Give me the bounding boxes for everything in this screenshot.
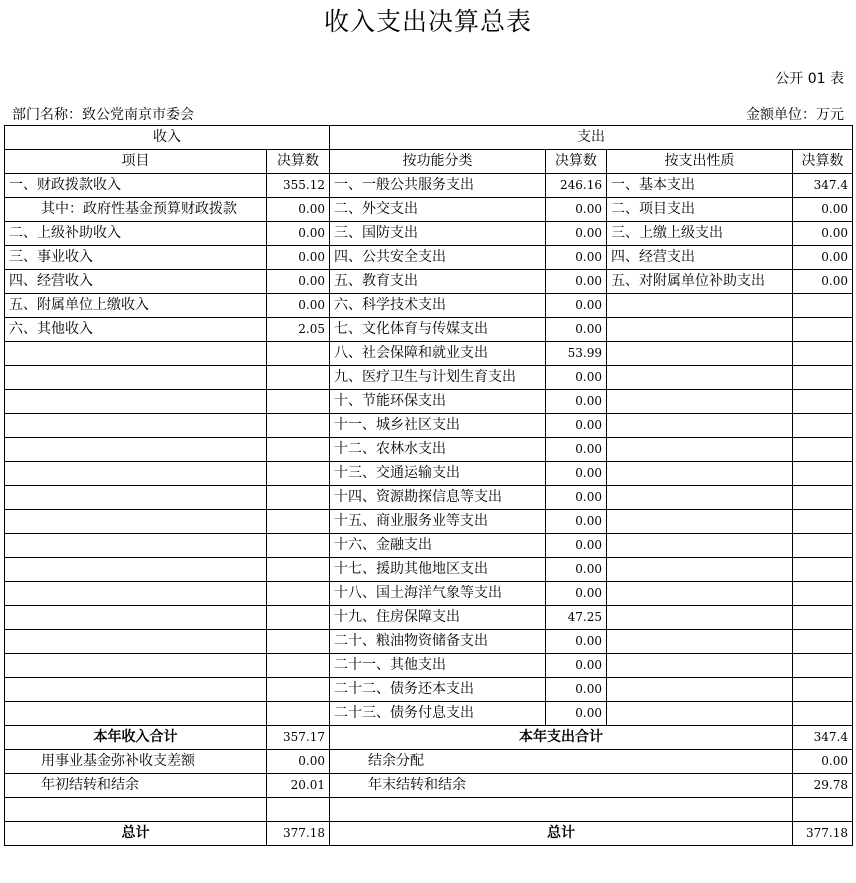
- income-value: [267, 534, 330, 558]
- function-item: 二十三、债务付息支出: [330, 702, 546, 726]
- income-value: 2.05: [267, 318, 330, 342]
- income-item: [5, 654, 267, 678]
- fund-gap-label: 用事业基金弥补收支差额: [5, 750, 267, 774]
- income-value: [267, 654, 330, 678]
- nature-item: [607, 438, 793, 462]
- function-value: 0.00: [546, 246, 607, 270]
- function-item: 二十、粮油物资储备支出: [330, 630, 546, 654]
- nature-value: [793, 606, 853, 630]
- nature-item: 三、上缴上级支出: [607, 222, 793, 246]
- nature-item: [607, 702, 793, 726]
- table-row: [5, 174, 853, 198]
- income-value: 0.00: [267, 294, 330, 318]
- grand-income-label: 总计: [5, 822, 267, 846]
- nature-value: [793, 486, 853, 510]
- income-item: [5, 582, 267, 606]
- nature-value: [793, 582, 853, 606]
- amount-header: 决算数: [546, 150, 607, 174]
- begin-balance-label: 年初结转和结余: [5, 774, 267, 798]
- income-value: [267, 414, 330, 438]
- function-value: 0.00: [546, 510, 607, 534]
- income-item: 三、事业收入: [5, 246, 267, 270]
- function-value: 0.00: [546, 582, 607, 606]
- function-item: 十五、商业服务业等支出: [330, 510, 546, 534]
- surplus-dist-label: 结余分配: [330, 750, 793, 774]
- nature-item: [607, 294, 793, 318]
- nature-value: [793, 366, 853, 390]
- nature-item: [607, 342, 793, 366]
- table-row: [5, 270, 853, 294]
- table-row: [5, 294, 853, 318]
- income-item: [5, 558, 267, 582]
- income-value: [267, 342, 330, 366]
- function-item: 七、文化体育与传媒支出: [330, 318, 546, 342]
- nature-value: 0.00: [793, 222, 853, 246]
- function-item: 十三、交通运输支出: [330, 462, 546, 486]
- nature-item: [607, 534, 793, 558]
- income-item: [5, 486, 267, 510]
- table-row: [5, 414, 853, 438]
- function-value: 53.99: [546, 342, 607, 366]
- function-value: 0.00: [546, 270, 607, 294]
- income-item: 五、附属单位上缴收入: [5, 294, 267, 318]
- grand-expense-label: 总计: [330, 822, 793, 846]
- income-item: [5, 510, 267, 534]
- year-income-value: 357.17: [267, 726, 330, 750]
- nature-value: [793, 654, 853, 678]
- nature-item: [607, 414, 793, 438]
- nature-item: [607, 318, 793, 342]
- function-value: 0.00: [546, 630, 607, 654]
- income-value: [267, 630, 330, 654]
- function-item: 四、公共安全支出: [330, 246, 546, 270]
- table-row: [5, 198, 853, 222]
- function-item: 五、教育支出: [330, 270, 546, 294]
- income-item: [5, 390, 267, 414]
- table-row: [5, 678, 853, 702]
- income-value: [267, 366, 330, 390]
- function-value: 0.00: [546, 222, 607, 246]
- function-value: 47.25: [546, 606, 607, 630]
- nature-item: [607, 654, 793, 678]
- header-row-2: [5, 150, 853, 174]
- function-value: 0.00: [546, 702, 607, 726]
- income-item: [5, 414, 267, 438]
- nature-item: 五、对附属单位补助支出: [607, 270, 793, 294]
- nature-value: [793, 558, 853, 582]
- nature-value: [793, 390, 853, 414]
- function-item: 十八、国土海洋气象等支出: [330, 582, 546, 606]
- year-income-label: 本年收入合计: [5, 726, 267, 750]
- amount-header: 决算数: [793, 150, 853, 174]
- table-body: [5, 126, 853, 726]
- income-value: [267, 702, 330, 726]
- function-item: 十九、住房保障支出: [330, 606, 546, 630]
- nature-item: [607, 510, 793, 534]
- nature-value: 347.4: [793, 174, 853, 198]
- income-value: 0.00: [267, 270, 330, 294]
- table-row: [5, 558, 853, 582]
- table-row: [5, 630, 853, 654]
- table-row: [5, 342, 853, 366]
- function-item: 二十二、债务还本支出: [330, 678, 546, 702]
- function-item: 十一、城乡社区支出: [330, 414, 546, 438]
- form-number: 公开 01 表: [775, 71, 844, 87]
- amount-header: 决算数: [267, 150, 330, 174]
- expense-header: 支出: [330, 126, 853, 150]
- income-value: 355.12: [267, 174, 330, 198]
- income-item: [5, 702, 267, 726]
- budget-summary-table: [4, 125, 853, 846]
- function-item: 八、社会保障和就业支出: [330, 342, 546, 366]
- nature-value: [793, 702, 853, 726]
- table-row: [5, 486, 853, 510]
- income-item: [5, 342, 267, 366]
- totals-body: [5, 726, 853, 846]
- nature-value: [793, 318, 853, 342]
- function-item: 十、节能环保支出: [330, 390, 546, 414]
- table-row: [5, 582, 853, 606]
- item-header: 项目: [5, 150, 267, 174]
- income-value: [267, 510, 330, 534]
- end-balance-value: 29.78: [793, 774, 853, 798]
- header-row-1: [5, 126, 853, 150]
- nature-value: [793, 678, 853, 702]
- empty-cell: [267, 798, 330, 822]
- function-value: 0.00: [546, 294, 607, 318]
- income-item: 一、财政拨款收入: [5, 174, 267, 198]
- income-item: 六、其他收入: [5, 318, 267, 342]
- table-row: [5, 606, 853, 630]
- fund-gap-value: 0.00: [267, 750, 330, 774]
- function-value: 0.00: [546, 198, 607, 222]
- nature-item: [607, 366, 793, 390]
- table-row: [5, 438, 853, 462]
- nature-item: [607, 558, 793, 582]
- function-value: 0.00: [546, 438, 607, 462]
- function-value: 0.00: [546, 678, 607, 702]
- nature-item: 二、项目支出: [607, 198, 793, 222]
- income-item: [5, 438, 267, 462]
- table-row: [5, 366, 853, 390]
- nature-value: [793, 438, 853, 462]
- function-item: 九、医疗卫生与计划生育支出: [330, 366, 546, 390]
- income-value: [267, 486, 330, 510]
- table-row: [5, 702, 853, 726]
- nature-item: [607, 486, 793, 510]
- nature-value: [793, 534, 853, 558]
- function-value: 0.00: [546, 558, 607, 582]
- function-value: 0.00: [546, 534, 607, 558]
- income-value: 0.00: [267, 198, 330, 222]
- function-item: 二十一、其他支出: [330, 654, 546, 678]
- income-item: 二、上级补助收入: [5, 222, 267, 246]
- nature-value: 0.00: [793, 270, 853, 294]
- nature-value: [793, 294, 853, 318]
- income-header: 收入: [5, 126, 330, 150]
- function-value: 0.00: [546, 318, 607, 342]
- function-item: 十四、资源勘探信息等支出: [330, 486, 546, 510]
- nature-item: [607, 390, 793, 414]
- begin-balance-value: 20.01: [267, 774, 330, 798]
- nature-item: [607, 630, 793, 654]
- table-row: [5, 222, 853, 246]
- function-value: 0.00: [546, 390, 607, 414]
- empty-cell: [793, 798, 853, 822]
- nature-value: [793, 630, 853, 654]
- grand-income-value: 377.18: [267, 822, 330, 846]
- function-value: 0.00: [546, 462, 607, 486]
- function-item: 三、国防支出: [330, 222, 546, 246]
- function-item: 十二、农林水支出: [330, 438, 546, 462]
- amount-unit: 金额单位：万元: [746, 107, 844, 123]
- nature-item: [607, 582, 793, 606]
- function-value: 0.00: [546, 654, 607, 678]
- fund-gap-row: [5, 750, 853, 774]
- income-value: 0.00: [267, 222, 330, 246]
- end-balance-label: 年末结转和结余: [330, 774, 793, 798]
- year-expense-value: 347.4: [793, 726, 853, 750]
- nature-item: [607, 678, 793, 702]
- income-item: [5, 630, 267, 654]
- income-item: [5, 462, 267, 486]
- function-header: 按功能分类: [330, 150, 546, 174]
- function-value: 246.16: [546, 174, 607, 198]
- function-value: 0.00: [546, 414, 607, 438]
- income-value: [267, 438, 330, 462]
- function-item: 二、外交支出: [330, 198, 546, 222]
- table-row: [5, 318, 853, 342]
- surplus-dist-value: 0.00: [793, 750, 853, 774]
- empty-cell: [5, 798, 267, 822]
- function-item: 十七、援助其他地区支出: [330, 558, 546, 582]
- empty-row: [5, 798, 853, 822]
- grand-total-row: [5, 822, 853, 846]
- grand-expense-value: 377.18: [793, 822, 853, 846]
- nature-item: [607, 606, 793, 630]
- nature-header: 按支出性质: [607, 150, 793, 174]
- income-item: [5, 534, 267, 558]
- income-value: [267, 390, 330, 414]
- income-value: [267, 678, 330, 702]
- income-item: [5, 678, 267, 702]
- page-title: 收入支出决算总表: [323, 7, 532, 36]
- income-value: [267, 582, 330, 606]
- balance-row: [5, 774, 853, 798]
- function-value: 0.00: [546, 366, 607, 390]
- table-row: [5, 246, 853, 270]
- income-value: [267, 462, 330, 486]
- income-value: [267, 606, 330, 630]
- nature-value: [793, 462, 853, 486]
- empty-cell: [330, 798, 793, 822]
- income-item: 四、经营收入: [5, 270, 267, 294]
- nature-value: [793, 414, 853, 438]
- function-value: 0.00: [546, 486, 607, 510]
- nature-item: [607, 462, 793, 486]
- income-item: [5, 606, 267, 630]
- department-name: 部门名称：致公党南京市委会: [12, 107, 194, 123]
- function-item: 十六、金融支出: [330, 534, 546, 558]
- nature-item: 四、经营支出: [607, 246, 793, 270]
- nature-value: 0.00: [793, 246, 853, 270]
- table-row: [5, 462, 853, 486]
- year-total-row: [5, 726, 853, 750]
- income-value: 0.00: [267, 246, 330, 270]
- nature-value: [793, 342, 853, 366]
- income-item: [5, 366, 267, 390]
- nature-value: [793, 510, 853, 534]
- nature-item: 一、基本支出: [607, 174, 793, 198]
- table-row: [5, 390, 853, 414]
- function-item: 一、一般公共服务支出: [330, 174, 546, 198]
- function-item: 六、科学技术支出: [330, 294, 546, 318]
- table-row: [5, 510, 853, 534]
- income-item: 其中：政府性基金预算财政拨款: [5, 198, 267, 222]
- year-expense-label: 本年支出合计: [330, 726, 793, 750]
- table-row: [5, 654, 853, 678]
- nature-value: 0.00: [793, 198, 853, 222]
- table-row: [5, 534, 853, 558]
- income-value: [267, 558, 330, 582]
